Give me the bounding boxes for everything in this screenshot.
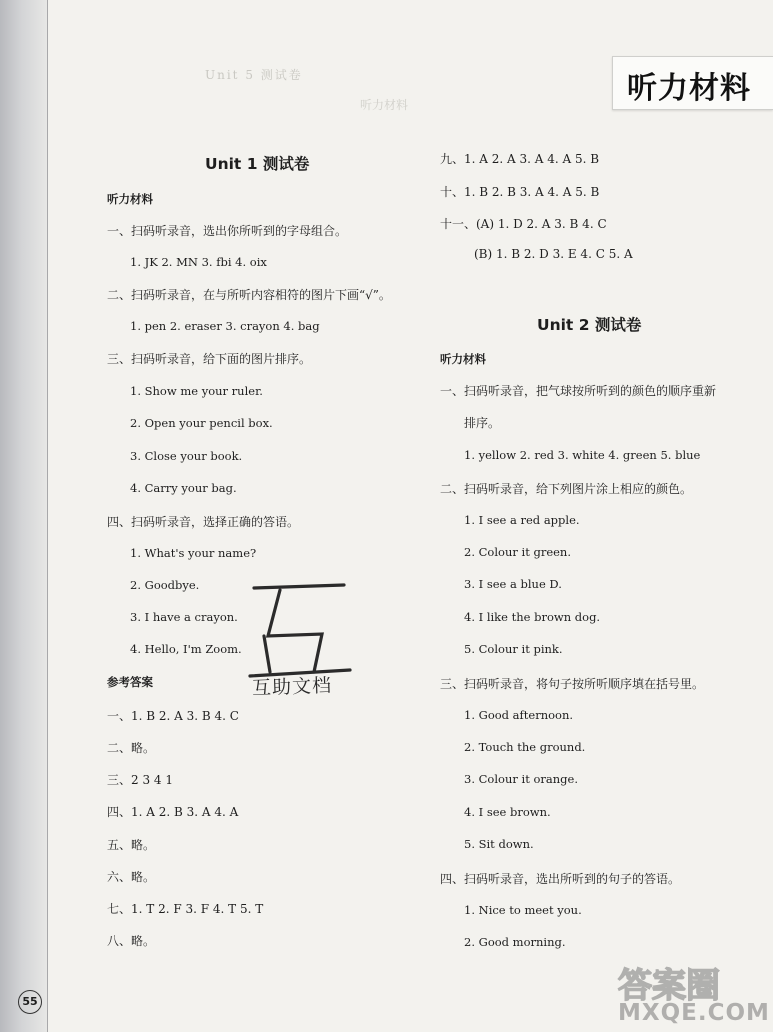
answer-key-line: 十一、(A) 1. D 2. A 3. B 4. C (440, 217, 607, 231)
question-heading: 四、扫码听录音，选择正确的答语。 (107, 515, 300, 529)
answer-line: 1. yellow 2. red 3. white 4. green 5. blue (464, 448, 701, 462)
unit2-title: Unit 2 测试卷 (537, 316, 642, 334)
question-heading: 三、扫码听录音，给下面的图片排序。 (107, 352, 312, 366)
answer-line: 3. Close your book. (130, 449, 243, 463)
unit2-listening-label: 听力材料 (440, 352, 486, 366)
answer-line: 1. Good afternoon. (464, 708, 574, 722)
answer-line: 3. I see a blue D. (464, 577, 562, 591)
answer-line: 2. Open your pencil box. (130, 416, 273, 430)
question-heading-cont: 排序。 (464, 416, 501, 430)
question-heading: 一、扫码听录音，选出你所听到的字母组合。 (107, 224, 348, 238)
unit1-title: Unit 1 测试卷 (205, 155, 310, 173)
answer-line: 2. Goodbye. (130, 578, 200, 592)
answer-line: 1. JK 2. MN 3. fbi 4. oix (130, 255, 267, 269)
answers-label: 参考答案 (107, 675, 153, 689)
answer-key-line: 三、2 3 4 1 (107, 773, 173, 787)
answer-line: 4. I like the brown dog. (464, 610, 601, 624)
site-watermark-logo (616, 958, 770, 1032)
watermark-bottom: MXQE.COM (618, 1000, 770, 1026)
answer-key-line: 六、略。 (107, 870, 156, 884)
answer-line: 1. What's your name? (130, 546, 257, 560)
answer-key-line: 一、1. B 2. A 3. B 4. C (107, 709, 239, 723)
answer-line: 1. Nice to meet you. (464, 903, 582, 917)
answer-key-line: 五、略。 (107, 838, 156, 852)
watermark-top: 答案圈 (618, 966, 720, 1006)
answer-line: 3. Colour it orange. (464, 772, 578, 786)
answer-key-line: 七、1. T 2. F 3. F 4. T 5. T (107, 902, 264, 916)
stamp-caption: 互助文档 (251, 674, 333, 700)
answer-key-line: (B) 1. B 2. D 3. E 4. C 5. A (474, 247, 633, 261)
question-heading: 二、扫码听录音，在与所听内容相符的图片下画“√”。 (107, 288, 391, 302)
bleed-through-text-2: 听力材料 (360, 98, 409, 112)
answer-line: 4. Carry your bag. (130, 481, 237, 495)
question-heading: 四、扫码听录音，选出所听到的句子的答语。 (440, 872, 681, 886)
answer-line: 5. Colour it pink. (464, 642, 563, 656)
answer-line: 2. Touch the ground. (464, 740, 586, 754)
answer-line: 1. Show me your ruler. (130, 384, 263, 398)
answer-line: 2. Good morning. (464, 935, 566, 949)
answer-key-line: 十、1. B 2. B 3. A 4. A 5. B (440, 185, 600, 199)
answer-line: 3. I have a crayon. (130, 610, 238, 624)
answer-line: 4. I see brown. (464, 805, 551, 819)
bleed-through-text: Unit 5 测试卷 (205, 68, 303, 82)
answer-key-line: 九、1. A 2. A 3. A 4. A 5. B (440, 152, 600, 166)
question-heading: 三、扫码听录音，将句子按所听顺序填在括号里。 (440, 677, 705, 691)
answer-line: 5. Sit down. (464, 837, 534, 851)
answer-key-line: 二、略。 (107, 741, 156, 755)
question-heading: 一、扫码听录音，把气球按所听到的颜色的顺序重新 (440, 384, 717, 398)
banner-title: 听力材料 (627, 71, 751, 106)
answer-line: 2. Colour it green. (464, 545, 571, 559)
answer-key-line: 八、略。 (107, 934, 156, 948)
unit1-listening-label: 听力材料 (107, 192, 153, 206)
answer-line: 4. Hello, I'm Zoom. (130, 642, 242, 656)
right-column (400, 0, 750, 1032)
question-heading: 二、扫码听录音，给下列图片涂上相应的颜色。 (440, 482, 693, 496)
page-number: 55 (18, 990, 42, 1014)
answer-line: 1. I see a red apple. (464, 513, 580, 527)
answer-line: 1. pen 2. eraser 3. crayon 4. bag (130, 319, 320, 333)
answer-key-line: 四、1. A 2. B 3. A 4. A (107, 805, 239, 819)
